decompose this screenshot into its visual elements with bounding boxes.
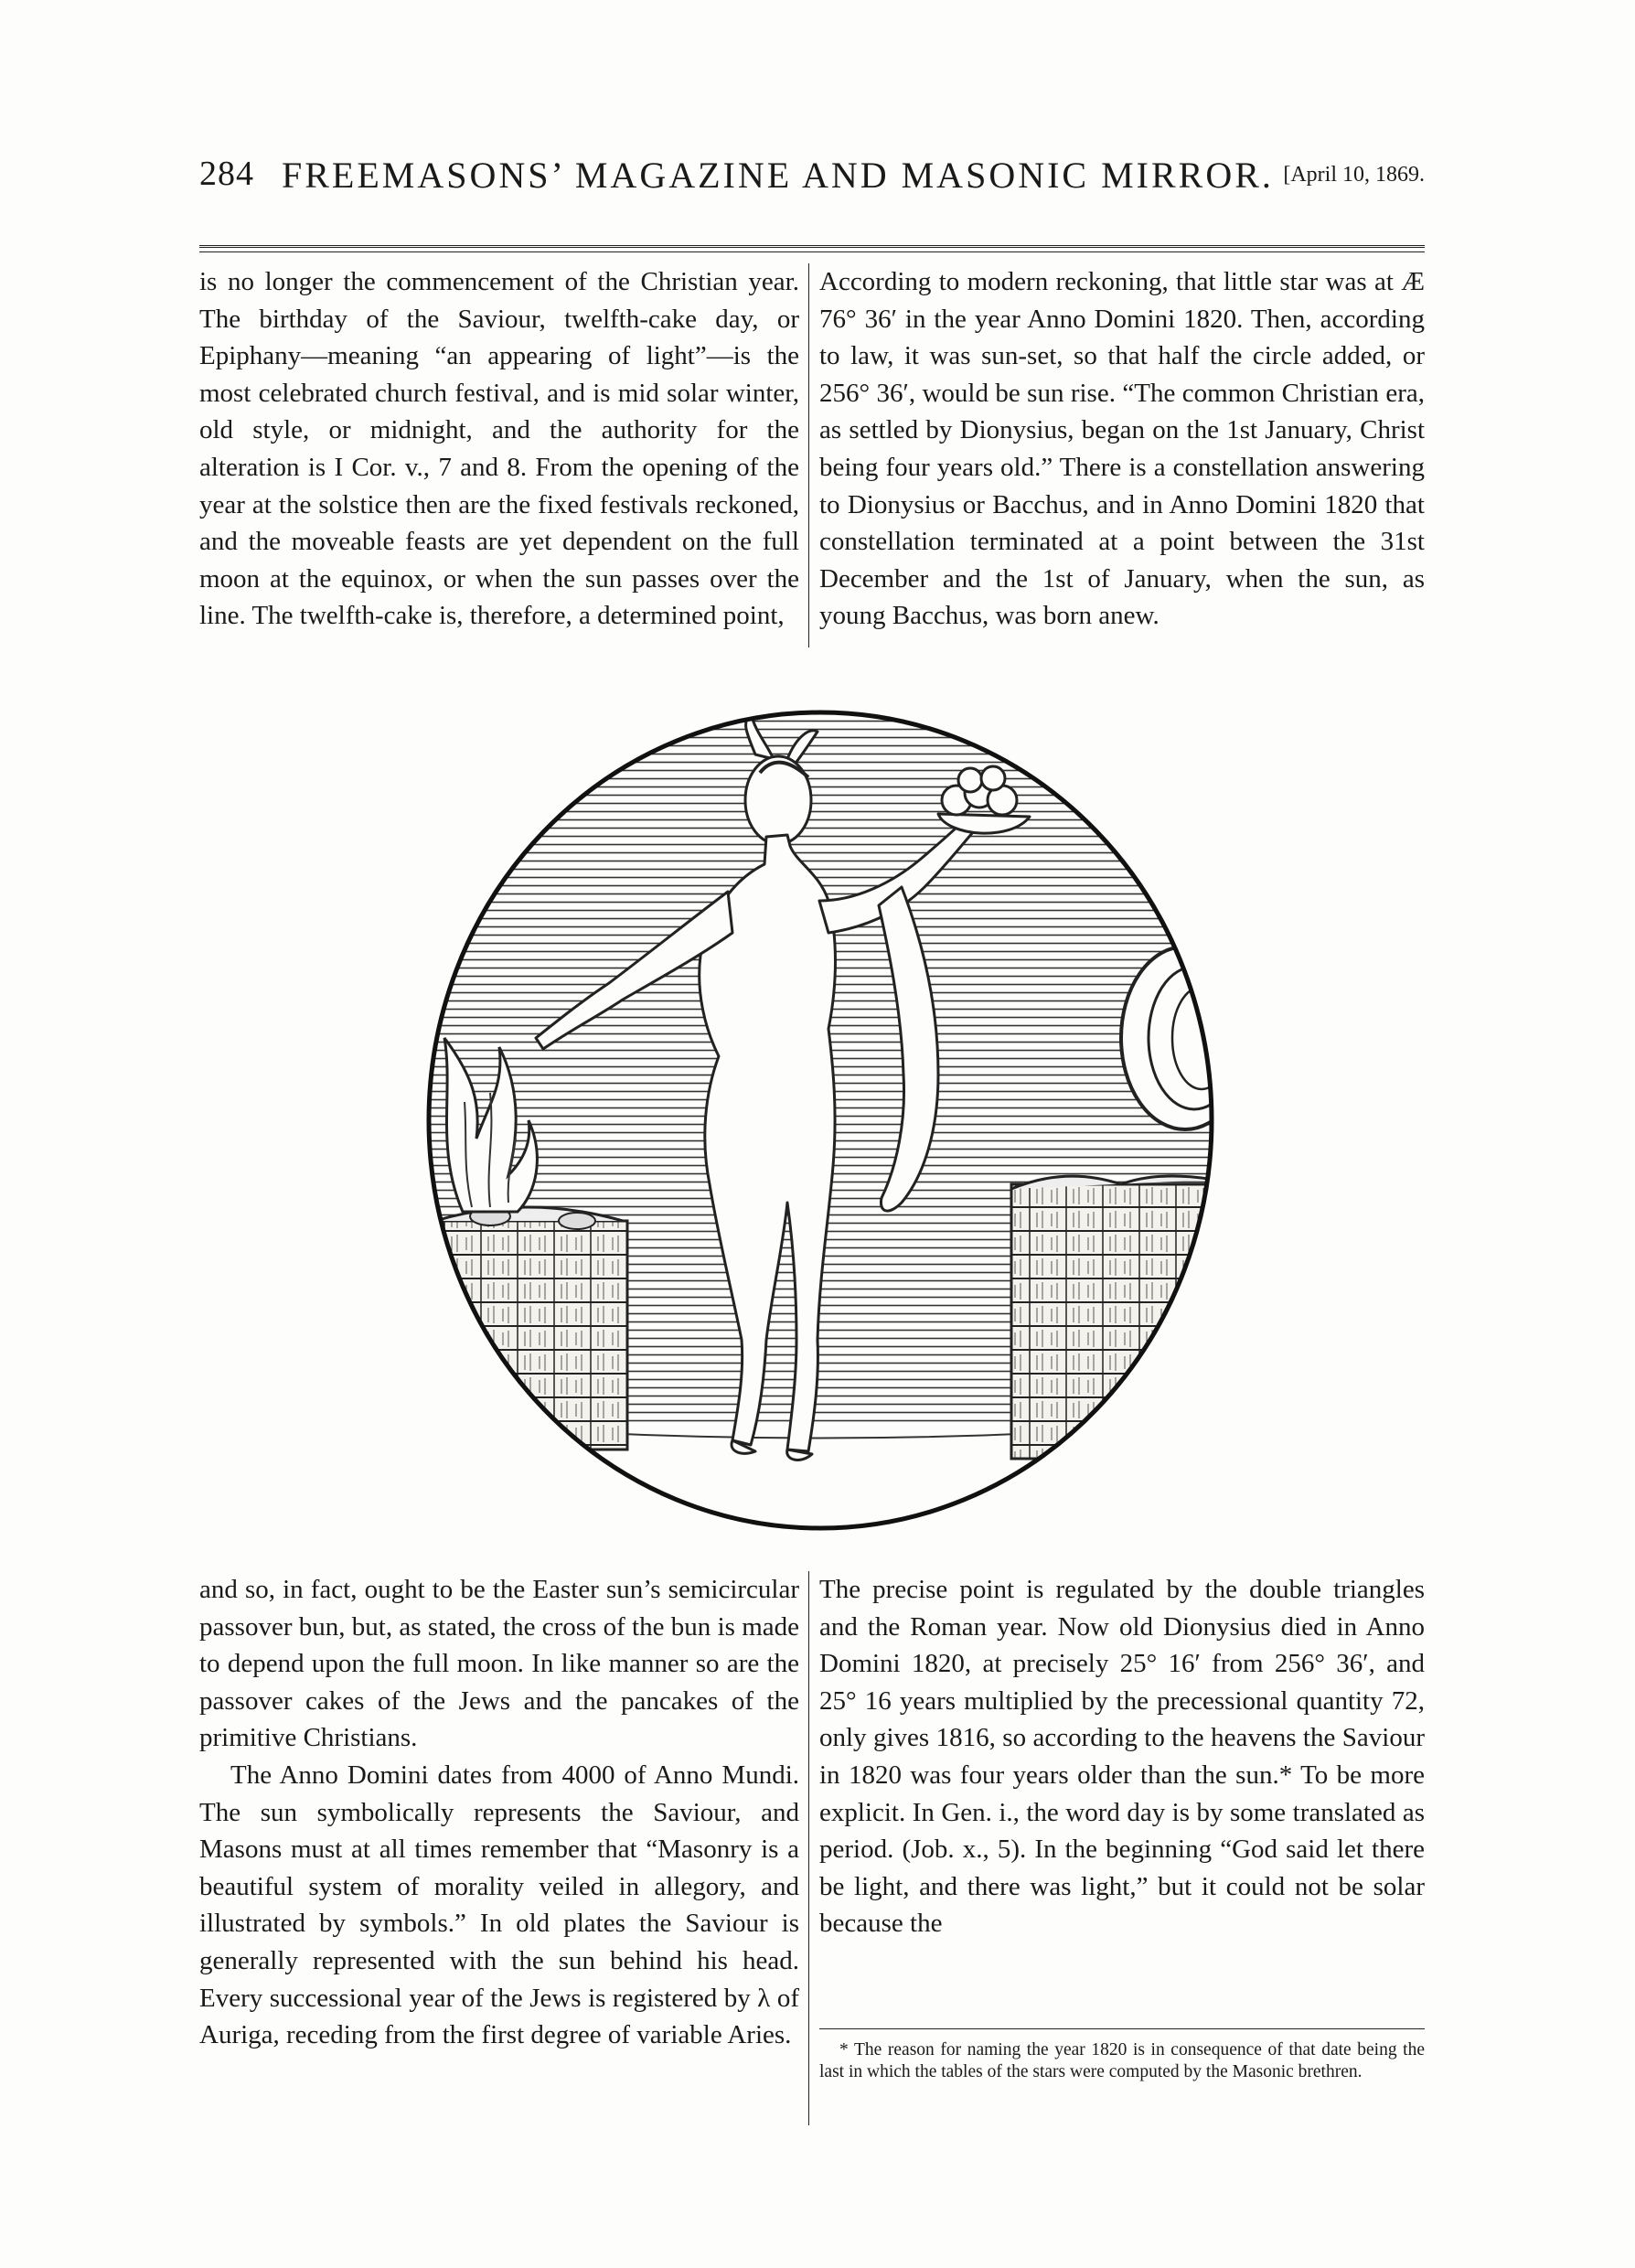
header-rule xyxy=(199,245,1425,252)
engraving-illustration xyxy=(426,709,1214,1532)
paragraph: and so, in fact, ought to be the Easter sun’s semicircular passover bun, but, as stated, the cross of the bun is made to depend upon the full moon. In like manner so are the passover cakes of the Jews and the pancakes of the primitive Christians. xyxy=(199,1575,799,1753)
right-pillar xyxy=(1011,1176,1214,1459)
footnote-text: * The reason for naming the year 1820 is in consequence of that date being the last in which the tables of the stars were computed by the Masonic brethren. xyxy=(819,2040,1425,2081)
paragraph: According to modern reckoning, that little star was at Æ 76° 36′ in the year Anno Domini 1820. Then, according to law, it was sun-set, so that half the circle added, or 256° 36′, would be sun rise. “The common Christian era, as settled by Dionysius, began on the 1st January, Christ being four years old.” There is a constellation answering to Dionysius or Bacchus, and in Anno Domini 1820 that constellation terminated at a point between the 31st December and the 1st of January, when the sun, as young Bacchus, was born anew. xyxy=(819,267,1425,631)
paragraph: The Anno Domini dates from 4000 of Anno Mundi. The sun symbolically represents the Saviour, and Masons must at all times remember that “Masonry is a beautiful system of morality veiled in allegory, and illustrated by symbols.” In old plates the Saviour is generally represented with the sun behind his head. Every successional year of the Jews is registered by λ of Auriga, receding from the first degree of variable Aries. xyxy=(199,1760,799,2050)
page-number: 284 xyxy=(199,155,254,193)
footnote xyxy=(819,2039,1425,2083)
issue-date: [April 10, 1869. xyxy=(1283,163,1425,187)
left-altar xyxy=(426,1207,627,1450)
paragraph: is no longer the commencement of the Christian year. The birthday of the Saviour, twelfth-cake day, or Epiphany—meaning “an appearing of light”—is the most celebrated church festival, and is mid solar winter, old style, or midnight, and the authority for the alteration is I Cor. v., 7 and 8. From the opening of the year at the solstice then are the fixed festivals reckoned, and the moveable feasts are yet dependent on the full moon at the equinox, or when the sun passes over the line. The twelfth-cake is, therefore, a determined point, xyxy=(199,267,799,631)
footnote-rule xyxy=(819,2028,1425,2029)
column-divider xyxy=(808,1571,809,2125)
column-top-right xyxy=(819,263,1425,635)
paragraph: The precise point is regulated by the double triangles and the Roman year. Now old Dionysius died in Anno Domini 1820, at precisely 25° 16′ from 256° 36′, and 25° 16 years multiplied by the precessional quantity 72, only gives 1816, so according to the heavens the Saviour in 1820 was four years older than the sun.* To be more explicit. In Gen. i., the word day is by some translated as period. (Job. x., 5). In the beginning “God said let there be light, and there was light,” but it could not be solar because the xyxy=(819,1575,1425,1939)
column-bottom-left xyxy=(199,1571,799,2054)
page-header xyxy=(199,154,1425,209)
column-bottom-right xyxy=(819,1571,1425,1942)
column-top-left xyxy=(199,263,799,635)
column-divider xyxy=(808,263,809,647)
publication-title: FREEMASONS’ MAGAZINE AND MASONIC MIRROR. xyxy=(282,155,1274,196)
